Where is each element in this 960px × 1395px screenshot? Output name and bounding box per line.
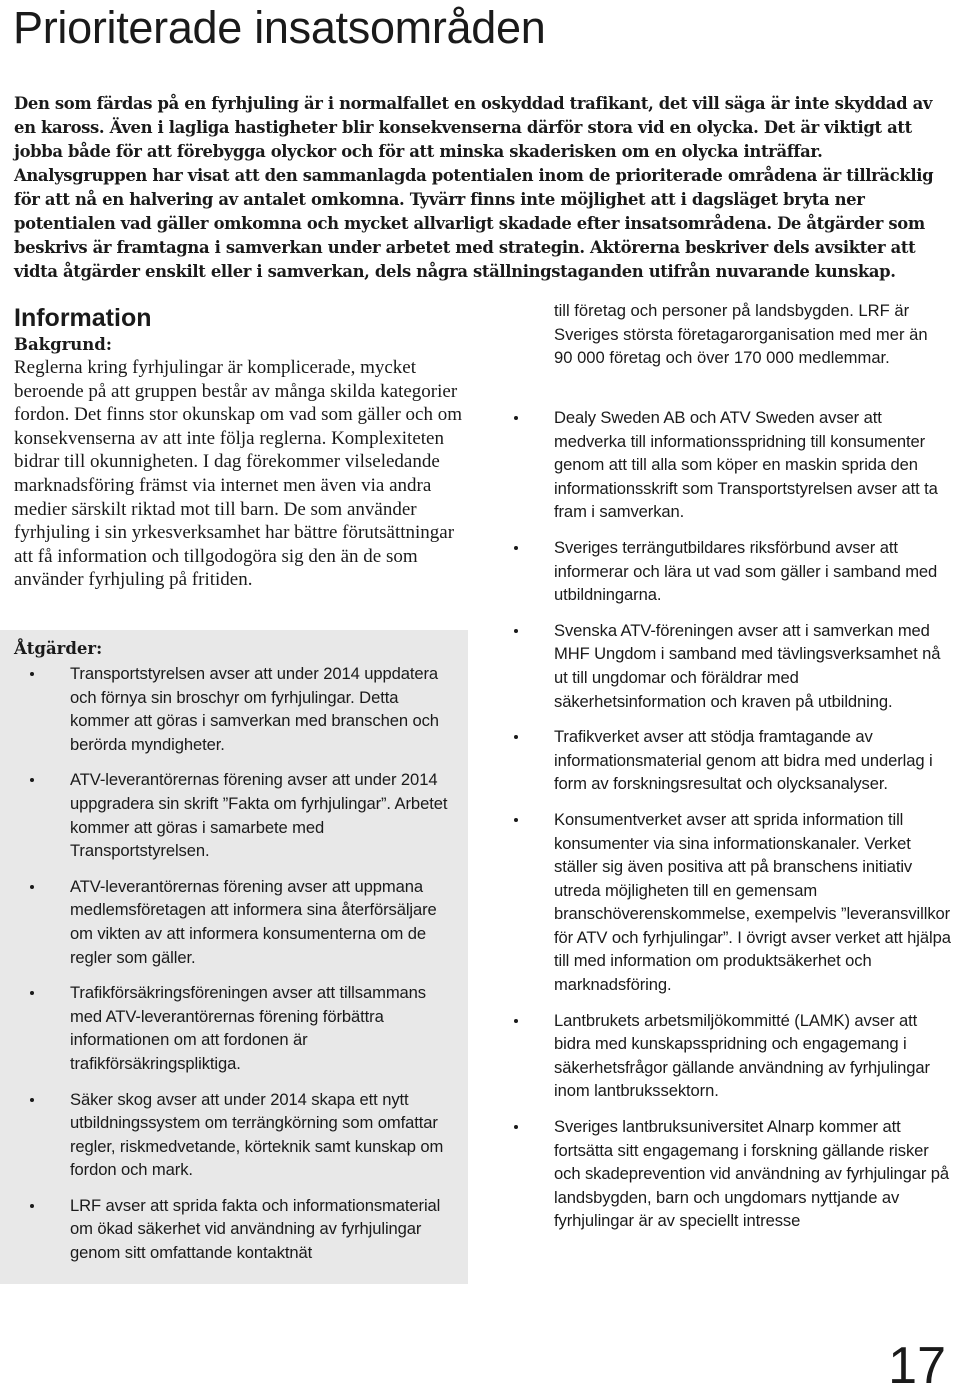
bullet-icon [30, 672, 34, 676]
bullet-icon [514, 735, 518, 739]
bullet-icon [514, 416, 518, 420]
page-title: Prioriterade insatsområden [13, 2, 546, 53]
list-item-text: Trafikförsäkringsföreningen avser att tillsammans med ATV-leverantörernas förening förbättra informationen om att fordonen är trafikförsäkringspliktiga. [70, 983, 426, 1073]
bullet-icon [30, 1098, 34, 1102]
bullet-icon [30, 885, 34, 889]
background-subheading: Bakgrund: [14, 335, 112, 354]
background-body: Reglerna kring fyrhjulingar är komplicerade, mycket beroende på att gruppen består av många skilda kategorier fordon. Det finns stor okunskap om vad som gäller och om konsekvenserna av att inte följa reglerna. Komplexiteten bidrar till okunnigheten. I dag förekommer vilseledande marknadsföring främst via internet men även via andra medier särskilt riktad mot till barn. De som använder fyrhjuling i sin yrkesverksamhet har bättre förutsättningar att få information och tillgodogöra sig den än de som använder fyrhjuling på fritiden. [14, 357, 463, 591]
list-item-text: Sveriges lantbruksuniversitet Alnarp kommer att fortsätta sitt engagemang i forskning gällande risker och skadeprevention vid användning av fyrhjulingar på landsbygden, barn och ungdomars nyttjande av fyrhjulingar är av speciellt intresse [554, 1117, 950, 1231]
list-item-text: Dealy Sweden AB och ATV Sweden avser att medverka till informationsspridning till konsumenter genom att till alla som köper en maskin sprida den informationsskrift som Transportstyrelsen avser att ta fram i samverkan. [554, 408, 938, 522]
bullet-icon [30, 991, 34, 995]
information-section [14, 302, 472, 592]
actions-list [30, 662, 460, 1277]
list-item [514, 725, 954, 796]
list-item-text: Konsumentverket avser att sprida information till konsumenter via sina informationskanaler. Verket ställer sig även positiva att på branschens initiativ utreda möjligheten till en gemensam branschöverenskommelse, exempelvis ”leveransvillkor för ATV och fyrhjulingar”. I övrigt avser verket att hjälpa till med information om produktsäkerhet och marknadsföring. [554, 809, 951, 995]
intro-paragraph: Den som färdas på en fyrhjuling är i normalfallet en oskyddad trafikant, det vill säga är inte skyddad av en kaross. Även i lagliga hastigheter blir konsekvenserna därför stora vid en olycka. Det är viktigt att jobba både för att förebygga olyckor och för att minska skaderisken om en olycka inträffar. Analysgruppen har visat att den sammanlagda potentialen inom de prioriterade områdena är tillräcklig för att nå en halvering av antalet omkomna. Tyvärr finns inte möjlighet att i dagsläget bryta ner potentialen vad gäller omkomna och mycket allvarligt skadade efter insatsområdena. De åtgärder som beskrivs är framtagna i samverkan under arbetet med strategin. Aktörerna beskriver dels avsikter att vidta åtgärder enskilt eller i samverkan, dels några ställningstaganden utifrån nuvarande kunskap. [14, 94, 934, 281]
list-item [30, 875, 460, 969]
right-column-lead: till företag och personer på landsbygden. LRF är Sveriges största företagarorganisation med mer än 90 000 företag och över 170 000 medlemmar. [554, 301, 928, 368]
list-item [514, 619, 954, 713]
list-item-text: ATV-leverantörernas förening avser att uppmana medlemsföretagen att informera sina återförsäljare om vikten av att informera konsumenterna om de regler som gäller. [70, 876, 437, 967]
information-heading: Information [14, 304, 152, 332]
bullet-icon [30, 778, 34, 782]
list-item [30, 1088, 460, 1182]
list-item-text: Transportstyrelsen avser att under 2014 uppdatera och förnya sin broschyr om fyrhjulingar. Detta kommer att göras i samverkan med branschen och berörda myndigheter. [70, 664, 439, 754]
list-item-text: LRF avser att sprida fakta och informationsmaterial om ökad säkerhet vid användning av fyrhjulingar genom sitt omfattande kontaktnät [70, 1195, 441, 1263]
list-item-text: Sveriges terrängutbildares riksförbund avser att informerar och lära ut vad som gäller i samband med utbildningarna. [554, 537, 938, 605]
page-number: 17 [888, 1337, 946, 1395]
bullet-icon [514, 546, 518, 550]
right-column-list [514, 406, 954, 1245]
bullet-icon [514, 818, 518, 822]
list-item-text: Svenska ATV-föreningen avser att i samverkan med MHF Ungdom i samband med tävlingsverksamhet nå ut till ungdomar och föräldrar med säkerhetsinformation och kraven på utbildning. [554, 620, 941, 711]
actions-heading: Åtgärder: [14, 639, 103, 658]
bullet-icon [514, 1125, 518, 1129]
bullet-icon [30, 1204, 34, 1208]
bullet-icon [514, 629, 518, 633]
list-item [514, 1009, 954, 1103]
bullet-icon [514, 1019, 518, 1023]
list-item-text: Trafikverket avser att stödja framtagande av informationsmaterial genom att bidra med underlag i form av forskningsresultat och olycksanalyser. [554, 727, 933, 794]
list-item [30, 981, 460, 1075]
list-item [514, 808, 954, 997]
list-item-text: Lantbrukets arbetsmiljökommitté (LAMK) avser att bidra med kunskapsspridning och engagemang i säkerhetsfrågor gällande användning av fyrhjulingar inom lantbrukssektorn. [554, 1010, 930, 1101]
list-item [514, 1115, 954, 1233]
list-item [30, 768, 460, 862]
list-item-text: Säker skog avser att under 2014 skapa ett nytt utbildningssystem om terrängkörning som omfattar regler, riskmedvetande, körteknik samt kunskap om fordon och mark. [70, 1089, 444, 1180]
list-item [514, 406, 954, 524]
list-item-text: ATV-leverantörernas förening avser att under 2014 uppgradera sin skrift ”Fakta om fyrhjulingar”. Arbetet kommer att göras i samarbete med Transportstyrelsen. [70, 770, 448, 861]
list-item [514, 536, 954, 607]
list-item [30, 1194, 460, 1265]
list-item [30, 662, 460, 756]
